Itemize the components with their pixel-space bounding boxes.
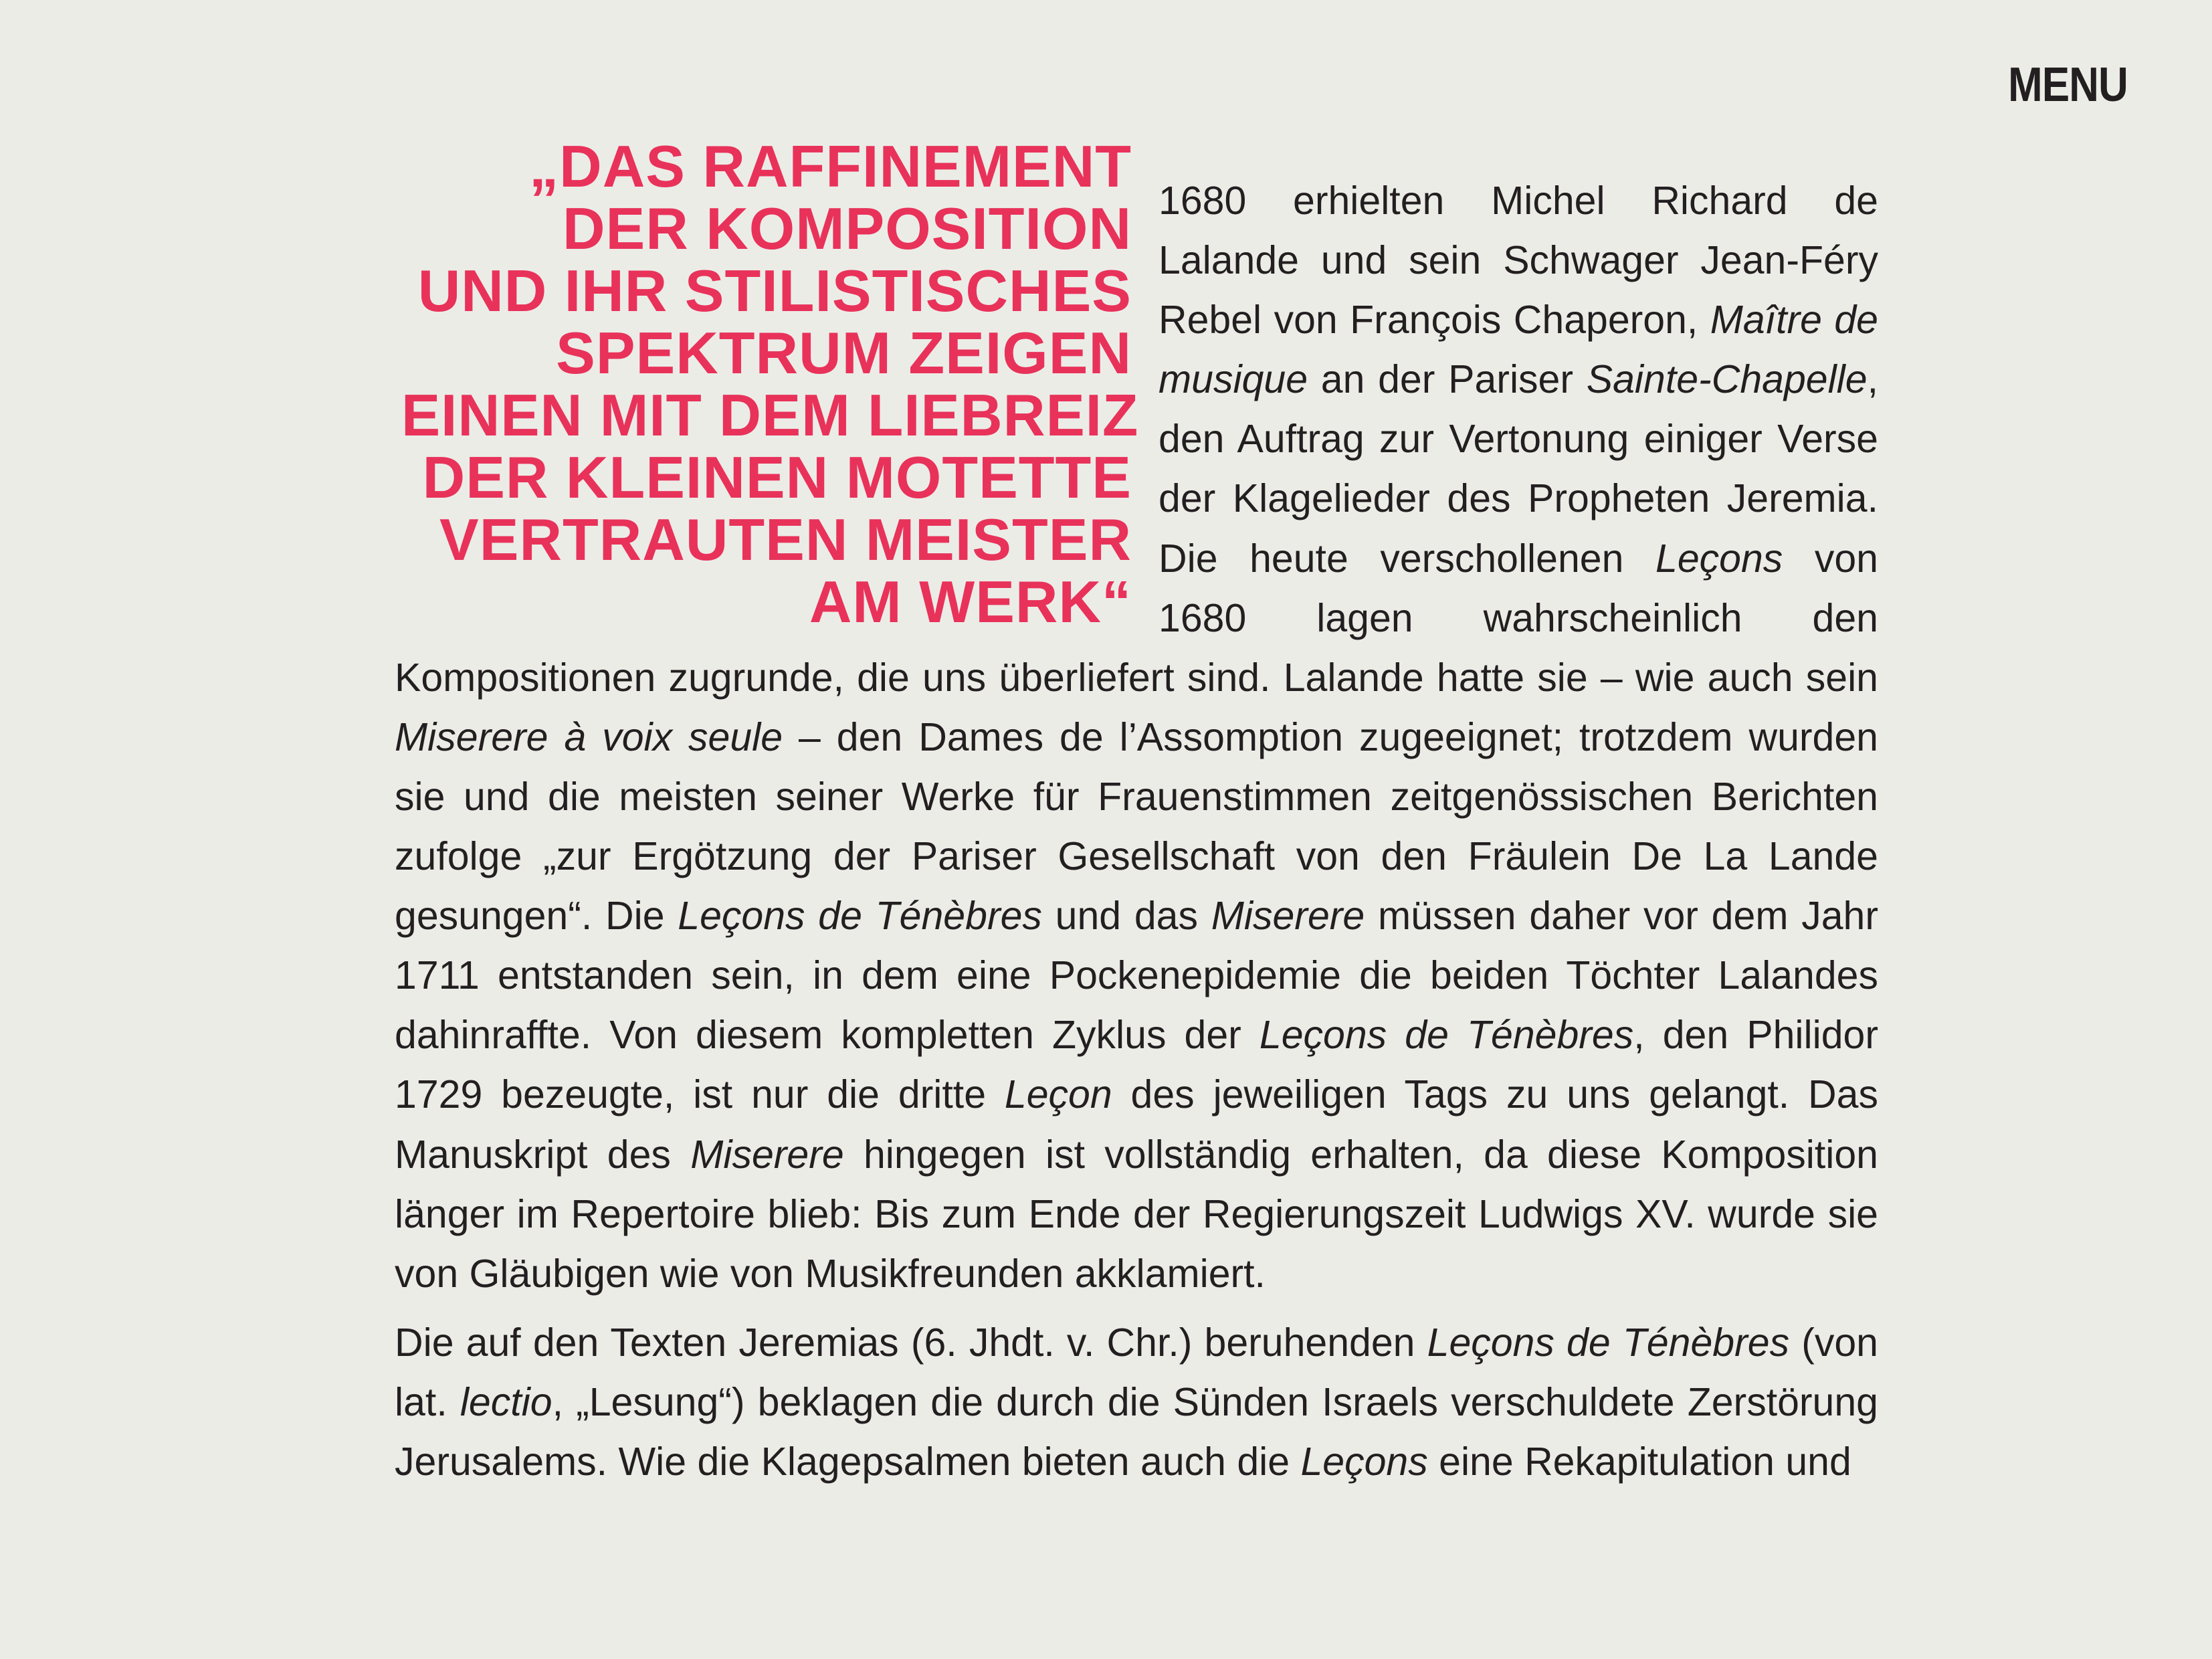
paragraph-2: Die auf den Texten Jeremias (6. Jhdt. v. Chr.) beruhenden Leçons de Ténèbres (von lat. lectio, „Lesung“) beklagen die durch die Sünden Israels verschuldete Zerstörung Jerusalems. Wie die Klagepsalmen bieten auch die Leçons eine Rekapitulation und: [395, 1320, 1878, 1484]
pull-quote-line: UND IHR STILISTISCHES: [417, 258, 1132, 324]
pull-quote-line: SPEKTRUM ZEIGEN: [556, 320, 1132, 386]
pull-quote-line: VERTRAUTEN MEISTER: [439, 506, 1132, 573]
pull-quote-line: DER KOMPOSITION: [562, 195, 1132, 262]
paragraph-1: 1680 erhielten Michel Richard de Lalande und sein Schwager Jean-Féry Rebel von François Chaperon, Maître de musique an der Pariser Sainte-Chapelle, den Auftrag zur Vertonung einiger Verse der Klagelieder des Propheten Jeremia. Die heute verschollenen Leçons von 1680 lagen wahrscheinlich den Kompositionen zugrunde, die uns überliefert sind. Lalande hatte sie – wie auch sein Miserere à voix seule – den Dames de l’Assomption zugeeignet; trotzdem wurden sie und die meisten seiner Werke für Frauenstimmen zeitgenössischen Berichten zufolge „zur Ergötzung der Pariser Gesellschaft von den Fräulein De La Lande gesungen“. Die Leçons de Ténèbres und das Miserere müssen daher vor dem Jahr 1711 entstanden sein, in dem eine Pockenepidemie die beiden Töchter Lalandes dahinraffte. Von diesem kompletten Zyklus der Leçons de Ténèbres, den Philidor 1729 bezeugte, ist nur die dritte Leçon des jeweiligen Tags zu uns gelangt. Das Manuskript des Miserere hingegen ist vollständig erhalten, da diese Komposition länger im Repertoire blieb: Bis zum Ende der Regierungszeit Ludwigs XV. wurde sie von Gläubigen wie von Musikfreunden akklamiert.: [395, 179, 1878, 1296]
menu-button[interactable]: MENU: [2008, 58, 2128, 112]
article: [395, 134, 1878, 1492]
pull-quote-line: EINEN MIT DEM LIEBREIZ: [401, 382, 1139, 448]
pull-quote-line: „DAS RAFFINEMENT: [529, 133, 1132, 199]
pull-quote-line: DER KLEINEN MOTETTE: [422, 444, 1132, 510]
pull-quote-line: AM WERK“: [809, 569, 1132, 635]
pull-quote: [395, 133, 1139, 635]
